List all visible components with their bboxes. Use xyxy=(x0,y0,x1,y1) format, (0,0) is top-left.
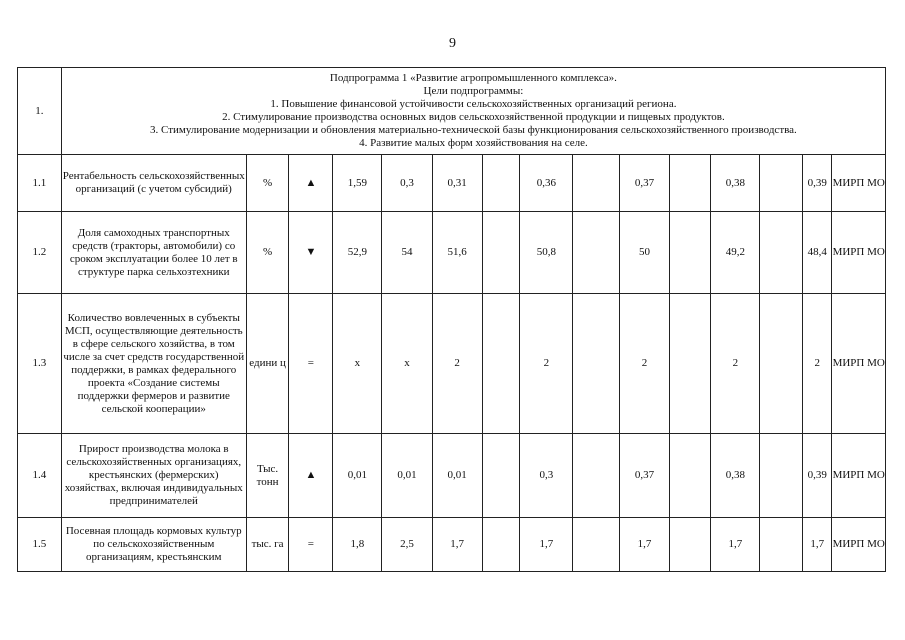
empty-cell xyxy=(482,212,520,294)
value-cell: 0,37 xyxy=(620,155,669,212)
value-cell: 48,4 xyxy=(803,212,832,294)
empty-cell xyxy=(760,434,803,518)
value-cell: 50,8 xyxy=(520,212,573,294)
trend-icon: ▲ xyxy=(289,155,333,212)
value-cell: 2,5 xyxy=(382,518,432,572)
value-cell: 49,2 xyxy=(711,212,760,294)
value-cell: 0,38 xyxy=(711,155,760,212)
executor-cell: МИРП МО xyxy=(832,155,886,212)
section-description xyxy=(61,68,885,155)
empty-cell xyxy=(482,434,520,518)
empty-cell xyxy=(669,294,711,434)
empty-cell xyxy=(760,518,803,572)
row-number: 1.4 xyxy=(18,434,62,518)
row-number: 1.2 xyxy=(18,212,62,294)
goal-item: 4. Развитие малых форм хозяйствования на селе. xyxy=(359,137,588,149)
value-cell: 0,3 xyxy=(382,155,432,212)
value-cell: 0,01 xyxy=(333,434,382,518)
value-cell: 0,36 xyxy=(520,155,573,212)
unit-cell: Тыс. тонн xyxy=(246,434,289,518)
value-cell: 1,59 xyxy=(333,155,382,212)
value-cell: 1,7 xyxy=(711,518,760,572)
value-cell: 0,31 xyxy=(432,155,482,212)
trend-icon: ▲ xyxy=(289,434,333,518)
unit-cell: % xyxy=(246,155,289,212)
indicators-table xyxy=(17,67,886,572)
table-row xyxy=(18,518,886,572)
empty-cell xyxy=(573,212,620,294)
table-row xyxy=(18,434,886,518)
indicator-name: Рентабельность сельскохозяйственных организаций (с учетом субсидий) xyxy=(61,155,246,212)
value-cell: 0,01 xyxy=(382,434,432,518)
empty-cell xyxy=(760,155,803,212)
unit-cell: едини ц xyxy=(246,294,289,434)
row-number: 1.5 xyxy=(18,518,62,572)
value-cell: 2 xyxy=(711,294,760,434)
value-cell: 0,3 xyxy=(520,434,573,518)
value-cell: х xyxy=(382,294,432,434)
value-cell: 50 xyxy=(620,212,669,294)
empty-cell xyxy=(573,434,620,518)
value-cell: 51,6 xyxy=(432,212,482,294)
goal-item: 3. Стимулирование модернизации и обновления материально-технической базы функционирования сельскохозяйственного производства. xyxy=(150,124,797,136)
value-cell: 54 xyxy=(382,212,432,294)
value-cell: 0,37 xyxy=(620,434,669,518)
value-cell: 2 xyxy=(432,294,482,434)
empty-cell xyxy=(482,155,520,212)
table-row xyxy=(18,294,886,434)
goal-item: 2. Стимулирование производства основных видов сельскохозяйственной продукции и пищевых продуктов. xyxy=(222,111,725,123)
indicator-name: Количество вовлеченных в субъекты МСП, осуществляющие деятельность в сфере сельского хозяйства, в том числе за счет средств государственной поддержки, в рамках федерального проекта «Создание системы поддержки фермеров и развитие сельской кооперации» xyxy=(61,294,246,434)
empty-cell xyxy=(573,155,620,212)
section-row xyxy=(18,68,886,155)
value-cell: 1,7 xyxy=(803,518,832,572)
executor-cell: МИРП МО xyxy=(832,294,886,434)
executor-cell: МИРП МО xyxy=(832,518,886,572)
section-number: 1. xyxy=(18,68,62,155)
value-cell: 2 xyxy=(520,294,573,434)
row-number: 1.1 xyxy=(18,155,62,212)
empty-cell xyxy=(669,155,711,212)
trend-icon: ▼ xyxy=(289,212,333,294)
value-cell: 0,39 xyxy=(803,434,832,518)
value-cell: 2 xyxy=(620,294,669,434)
value-cell: 52,9 xyxy=(333,212,382,294)
subprogram-title: Подпрограмма 1 «Развитие агропромышленного комплекса». xyxy=(329,72,617,84)
value-cell: 1,7 xyxy=(620,518,669,572)
value-cell: х xyxy=(333,294,382,434)
trend-icon: = xyxy=(289,294,333,434)
empty-cell xyxy=(573,518,620,572)
trend-icon: = xyxy=(289,518,333,572)
value-cell: 0,01 xyxy=(432,434,482,518)
value-cell: 0,38 xyxy=(711,434,760,518)
value-cell: 1,7 xyxy=(432,518,482,572)
page-number: 9 xyxy=(449,36,456,51)
unit-cell: тыс. га xyxy=(246,518,289,572)
empty-cell xyxy=(669,518,711,572)
indicator-name: Посевная площадь кормовых культур по сельскохозяйственным организациям, крестьянским xyxy=(61,518,246,572)
value-cell: 1,7 xyxy=(520,518,573,572)
empty-cell xyxy=(669,434,711,518)
empty-cell xyxy=(669,212,711,294)
executor-cell: МИРП МО xyxy=(832,434,886,518)
empty-cell xyxy=(760,212,803,294)
empty-cell xyxy=(482,518,520,572)
empty-cell xyxy=(482,294,520,434)
empty-cell xyxy=(573,294,620,434)
empty-cell xyxy=(760,294,803,434)
table-row xyxy=(18,155,886,212)
table-row xyxy=(18,212,886,294)
executor-cell: МИРП МО xyxy=(832,212,886,294)
goals-heading: Цели подпрограммы: xyxy=(423,85,524,97)
value-cell: 0,39 xyxy=(803,155,832,212)
unit-cell: % xyxy=(246,212,289,294)
value-cell: 2 xyxy=(803,294,832,434)
value-cell: 1,8 xyxy=(333,518,382,572)
goal-item: 1. Повышение финансовой устойчивости сельскохозяйственных организаций региона. xyxy=(270,98,677,110)
indicator-name: Доля самоходных транспортных средств (тракторы, автомобили) со сроком эксплуатации более 10 лет в структуре парка сельхозтехники xyxy=(61,212,246,294)
indicator-name: Прирост производства молока в сельскохозяйственных организациях, крестьянских (фермерских) хозяйствах, включая индивидуальных предпринимателей xyxy=(61,434,246,518)
row-number: 1.3 xyxy=(18,294,62,434)
